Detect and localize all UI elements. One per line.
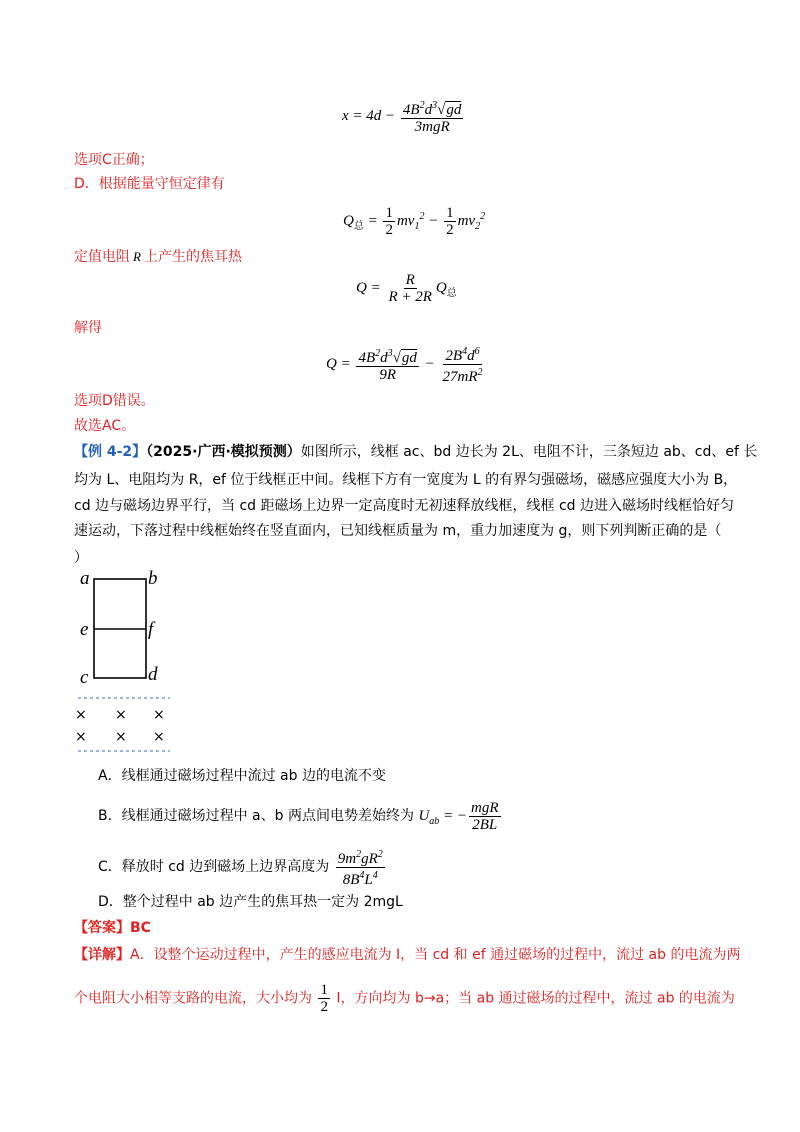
half-fraction: $\frac{1}{2}$	[320, 982, 328, 1015]
problem-line-1	[74, 442, 757, 462]
detail-line-1	[74, 945, 740, 965]
detail-line-2b: I，方向均为 b→a；当 ab 通过磁场的过程中，流过 ab 的电流为	[336, 990, 735, 1007]
label-a: a	[80, 568, 90, 589]
option-c-formula: $\frac{9m^2gR^2}{8B^4L^4}$	[337, 849, 383, 888]
problem-line-4: 速运动，下落过程中线框始终在竖直面内，已知线框质量为 m，重力加速度为 g，则下列判断正确的是（	[74, 523, 722, 539]
heat-r-symbol: R	[133, 249, 141, 264]
label-e: e	[80, 619, 89, 640]
problem-line-5: ）	[74, 550, 88, 566]
field-cross: ×	[75, 707, 87, 723]
problem-line-3: cd 边与磁场边界平行，当 cd 距磁场上边界一定高度时无初速释放线框，线框 cd 边进入磁场时线框恰好匀	[74, 498, 735, 514]
option-a: A．线框通过磁场过程中流过 ab 边的电流不变	[98, 768, 386, 784]
problem-line-2: 均为 L、电阻均为 R，ef 位于线框正中间。线框下方有一宽度为 L 的有界匀强磁场，磁感应强度大小为 B，	[74, 472, 738, 488]
option-b-text: B．线框通过磁场过程中 a、b 两点间电势差始终为	[98, 807, 414, 824]
field-cross: ×	[115, 707, 127, 723]
field-cross: ×	[153, 707, 165, 723]
detail-line-2	[74, 982, 735, 1015]
option-b-formula: $U_{ab}$ = − $\frac{\text{mgR}}{2BL}$	[418, 800, 499, 833]
label-c: c	[80, 667, 89, 688]
equation-x: x = 4d − $\frac{4B^2d^3√gd}{\text{3mgR}}$	[342, 100, 462, 135]
label-f: f	[148, 619, 154, 640]
equation-q-total: $Q_总$ = $\frac{1}{2}$ $mv_1^2$ − $\frac{1}{2}$ $mv_2^2$	[343, 205, 486, 238]
problem-line-1-text: 如图所示，线框 ac、bd 边长为 2L、电阻不计，三条短边 ab、cd、ef 长	[300, 444, 758, 460]
field-cross: ×	[153, 729, 165, 745]
answer-line: 【答案】BC	[74, 920, 151, 936]
option-d: D．整个过程中 ab 边产生的焦耳热一定为 2mgL	[98, 894, 403, 910]
heat-rest-text: 上产生的焦耳热	[143, 249, 242, 265]
equation-q-share: Q = $\frac{R}{R + 2R}$ $Q_总$	[356, 272, 457, 305]
line-d-wrong: 选项D错误。	[74, 393, 155, 409]
detail-line-2a: 个电阻大小相等支路的电流，大小均为	[74, 990, 312, 1007]
field-cross: ×	[75, 729, 87, 745]
equation-q-result: Q = $\frac{4B^2d^3√gd}{9R}$ − $\frac{2B^4d^6}{27mR^2}$	[326, 346, 483, 385]
label-d: d	[148, 664, 158, 685]
problem-source: （2025·广西·模拟预测）	[146, 444, 301, 460]
heat-intro-text: 定值电阻	[74, 249, 130, 265]
label-b: b	[148, 568, 158, 589]
option-c-text: C．释放时 cd 边到磁场上边界高度为	[98, 858, 330, 875]
problem-tag: 【例 4-2】	[74, 444, 147, 460]
detail-line-1-text: A．设整个运动过程中，产生的感应电流为 I，当 cd 和 ef 通过磁场的过程中，流过 ab 的电流为两	[130, 947, 741, 963]
line-d-intro: D．根据能量守恒定律有	[74, 176, 225, 192]
line-heat-intro	[74, 247, 242, 267]
option-b	[98, 800, 503, 833]
option-c	[98, 847, 387, 888]
line-pick: 故选AC。	[74, 418, 136, 434]
line-c-correct: 选项C正确；	[74, 152, 154, 168]
line-solve: 解得	[74, 320, 102, 336]
detail-label: 【详解】	[74, 947, 130, 963]
field-cross: ×	[115, 729, 127, 745]
